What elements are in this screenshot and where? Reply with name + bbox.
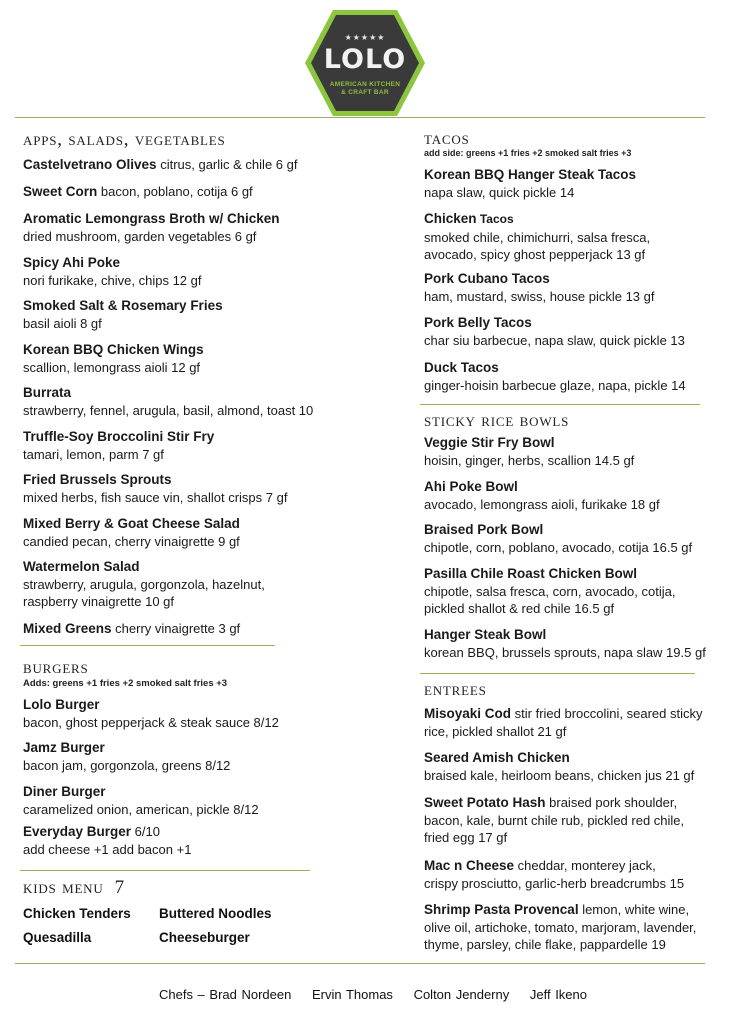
section-title-burgers: burgers xyxy=(23,657,89,678)
divider xyxy=(420,673,695,674)
item-desc: cherry vinaigrette 3 gf xyxy=(111,621,241,636)
item-name: Misoyaki Cod xyxy=(424,706,512,721)
item-desc: ginger-hoisin barbecue glaze, napa, pickle 14 xyxy=(424,377,686,393)
item-desc: add cheese +1 add bacon +1 xyxy=(23,841,192,857)
item-name: Burrata xyxy=(23,385,72,400)
menu-item xyxy=(23,254,201,289)
menu-item xyxy=(23,341,204,376)
item-desc: dried mushroom, garden vegetables 6 gf xyxy=(23,228,257,244)
menu-item xyxy=(424,794,684,847)
item-desc: char siu barbecue, napa slaw, quick pickle 13 xyxy=(424,332,685,348)
logo-tagline: AMERICAN KITCHEN xyxy=(329,81,401,88)
item-desc: avocado, spicy ghost pepperjack 13 gf xyxy=(424,247,646,262)
menu-item xyxy=(424,478,660,513)
menu-item xyxy=(23,620,240,638)
item-desc: candied pecan, cherry vinaigrette 9 gf xyxy=(23,533,240,549)
item-desc: braised pork shoulder, xyxy=(545,795,678,810)
section-title-bowls: sticky rice bowls xyxy=(424,410,570,431)
item-name: Pork Cubano Tacos xyxy=(424,271,550,286)
logo-name: LOLO xyxy=(323,44,407,75)
item-desc: strawberry, fennel, arugula, basil, almond, toast 10 xyxy=(23,402,314,418)
menu-item xyxy=(23,428,214,463)
menu-item xyxy=(424,314,685,349)
item-name: Castelvetrano Olives xyxy=(23,157,157,172)
item-desc: strawberry, arugula, gorgonzola, hazelnut, xyxy=(23,576,265,592)
menu-item xyxy=(23,384,313,419)
menu-item xyxy=(23,471,287,506)
menu-item xyxy=(23,783,259,818)
item-desc: bacon, poblano, cotija 6 gf xyxy=(97,184,253,199)
kids-item: Chicken Tenders xyxy=(23,906,131,921)
menu-item xyxy=(424,626,706,661)
item-name: Smoked Salt & Rosemary Fries xyxy=(23,298,223,313)
menu-item xyxy=(23,210,280,245)
item-name: Pasilla Chile Roast Chicken Bowl xyxy=(424,566,638,581)
item-desc: bacon jam, gorgonzola, greens 8/12 xyxy=(23,757,231,773)
item-desc: braised kale, heirloom beans, chicken jus 21 gf xyxy=(424,767,695,783)
item-name: Everyday Burger xyxy=(23,824,132,839)
item-desc: thyme, parsley, chile flake, pappardelle 19 xyxy=(424,937,666,952)
divider xyxy=(15,963,705,964)
chefs-footer xyxy=(0,987,746,1002)
menu-item xyxy=(424,359,686,394)
item-desc: nori furikake, chive, chips 12 gf xyxy=(23,272,202,288)
chefs-label: Chefs – Brad Nordeen xyxy=(158,987,292,1002)
section-title-apps: apps, salads, vegetables xyxy=(23,129,226,150)
item-desc: lemon, white wine, xyxy=(578,902,690,917)
section-title-entrees: entrees xyxy=(424,679,487,700)
item-name: Mixed Greens xyxy=(23,621,112,636)
item-name: Sweet Corn xyxy=(23,184,98,199)
menu-item xyxy=(23,515,240,550)
section-title-kids: kids menu 7 xyxy=(23,877,125,898)
item-name: Aromatic Lemongrass Broth w/ Chicken xyxy=(23,211,280,226)
item-desc: basil aioli 8 gf xyxy=(23,315,102,331)
item-name: Shrimp Pasta Provencal xyxy=(424,902,579,917)
menu-item xyxy=(424,521,692,556)
item-desc: fried egg 17 gf xyxy=(424,830,508,845)
kids-item: Buttered Noodles xyxy=(159,906,272,921)
item-desc: ham, mustard, swiss, house pickle 13 gf xyxy=(424,288,655,304)
divider xyxy=(20,870,310,871)
menu-item xyxy=(424,166,636,201)
menu-item xyxy=(23,156,297,174)
item-name: Korean BBQ Hanger Steak Tacos xyxy=(424,167,637,182)
menu-item xyxy=(424,434,634,469)
item-desc: mixed herbs, fish sauce vin, shallot crisps 7 gf xyxy=(23,489,288,505)
menu-item xyxy=(23,739,230,774)
item-desc: citrus, garlic & chile 6 gf xyxy=(156,157,298,172)
logo-tagline: & CRAFT BAR xyxy=(341,89,389,96)
item-name: Truffle-Soy Broccolini Stir Fry xyxy=(23,429,215,444)
item-name: Veggie Stir Fry Bowl xyxy=(424,435,555,450)
chef-name: Colton Jenderny xyxy=(413,987,510,1002)
menu-item xyxy=(424,857,684,892)
menu-item xyxy=(424,705,702,740)
item-name: Spicy Ahi Poke xyxy=(23,255,121,270)
item-desc: napa slaw, quick pickle 14 xyxy=(424,184,575,200)
item-name: Fried Brussels Sprouts xyxy=(23,472,172,487)
item-desc: raspberry vinaigrette 10 gf xyxy=(23,594,175,609)
item-name: Hanger Steak Bowl xyxy=(424,627,547,642)
item-name: Braised Pork Bowl xyxy=(424,522,544,537)
item-desc: rice, pickled shallot 21 gf xyxy=(424,723,567,739)
lolo-logo xyxy=(305,8,425,118)
item-name: Korean BBQ Chicken Wings xyxy=(23,342,204,357)
item-desc: scallion, lemongrass aioli 12 gf xyxy=(23,359,201,375)
item-name: Sweet Potato Hash xyxy=(424,795,546,810)
menu-item xyxy=(424,749,694,784)
item-desc: tamari, lemon, parm 7 gf xyxy=(23,446,164,462)
item-name: Chicken xyxy=(424,211,477,226)
burgers-adds: Adds: greens +1 fries +2 smoked salt fries +3 xyxy=(23,678,228,689)
item-name: Watermelon Salad xyxy=(23,559,140,574)
item-desc: olive oil, artichoke, tomato, marjoram, lavender, xyxy=(424,919,697,935)
item-desc: bacon, ghost pepperjack & steak sauce 8/12 xyxy=(23,714,279,730)
chef-name: Jeff Ikeno xyxy=(529,987,587,1002)
menu-item xyxy=(23,183,253,201)
divider xyxy=(15,117,705,118)
item-price: 6/10 xyxy=(131,824,160,839)
item-desc: pickled shallot & red chile 16.5 gf xyxy=(424,601,615,616)
menu-item xyxy=(424,565,675,618)
item-desc: cheddar, monterey jack, xyxy=(514,858,656,873)
section-title-tacos: tacos xyxy=(424,128,470,149)
tacos-adds: add side: greens +1 fries +2 smoked salt fries +3 xyxy=(424,148,632,158)
divider xyxy=(20,645,275,646)
kids-item: Quesadilla xyxy=(23,930,92,945)
menu-item xyxy=(23,297,223,332)
menu-item xyxy=(23,696,279,731)
logo-stars: ★★★★★ xyxy=(344,33,386,42)
item-name: Lolo Burger xyxy=(23,697,100,712)
item-desc: chipotle, salsa fresca, corn, avocado, cotija, xyxy=(424,583,676,599)
item-desc: stir fried broccolini, seared sticky xyxy=(511,706,703,721)
menu-item xyxy=(424,901,696,954)
item-name: Diner Burger xyxy=(23,784,106,799)
item-name: Seared Amish Chicken xyxy=(424,750,570,765)
item-name: Duck Tacos xyxy=(424,360,499,375)
item-name: Jamz Burger xyxy=(23,740,105,755)
item-name: Ahi Poke Bowl xyxy=(424,479,518,494)
item-desc: crispy prosciutto, garlic-herb breadcrumbs 15 xyxy=(424,875,685,891)
kids-item: Cheeseburger xyxy=(159,930,250,945)
item-desc: chipotle, corn, poblano, avocado, cotija 16.5 gf xyxy=(424,539,693,555)
item-name: Mac n Cheese xyxy=(424,858,515,873)
item-desc: avocado, lemongrass aioli, furikake 18 gf xyxy=(424,496,660,512)
chef-name: Ervin Thomas xyxy=(311,987,393,1002)
item-desc: caramelized onion, american, pickle 8/12 xyxy=(23,801,259,817)
item-name: Mixed Berry & Goat Cheese Salad xyxy=(23,516,240,531)
item-desc: smoked chile, chimichurri, salsa fresca, xyxy=(424,229,651,245)
divider xyxy=(420,404,700,405)
menu-item xyxy=(424,210,650,264)
item-desc: hoisin, ginger, herbs, scallion 14.5 gf xyxy=(424,452,635,468)
menu-item xyxy=(23,558,265,611)
item-name: Pork Belly Tacos xyxy=(424,315,532,330)
menu-item xyxy=(23,823,191,858)
menu-item xyxy=(424,270,655,305)
item-desc: korean BBQ, brussels sprouts, napa slaw 19.5 gf xyxy=(424,644,706,660)
item-desc: bacon, kale, burnt chile rub, pickled red chile, xyxy=(424,812,685,828)
item-name: Tacos xyxy=(476,212,514,226)
